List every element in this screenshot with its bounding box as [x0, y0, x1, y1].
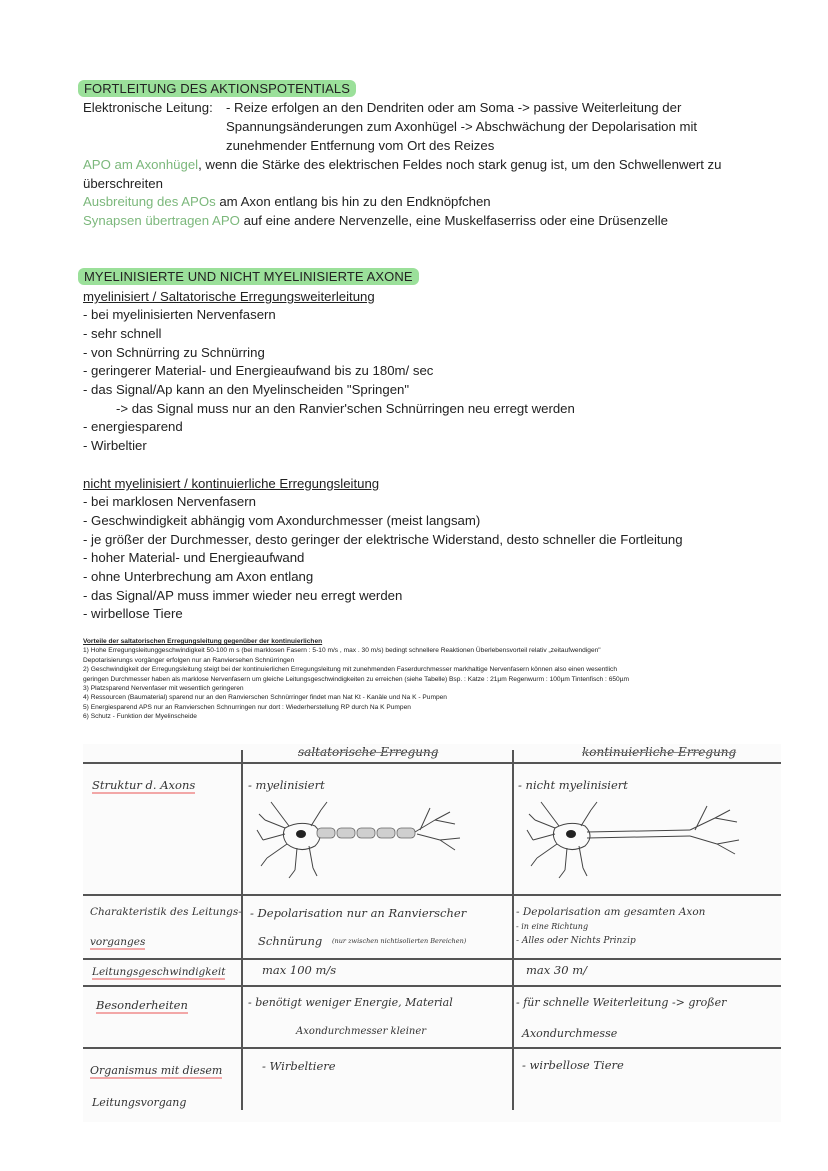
cell-max-100: max 100 m/s — [262, 963, 337, 977]
section-title-fortleitung: FORTLEITUNG DES AKTIONSPOTENTIALS — [78, 80, 356, 97]
list-item: - ohne Unterbrechung am Axon entlang — [83, 569, 314, 584]
advantage-line: 5) Energiesparend APS nur an Ranvierschen Schnurringen nur dort : Wiederherstellung RP durch Na K Pumpen — [83, 703, 411, 711]
cell-axondurchmesser-kleiner: Axondurchmesser kleiner — [296, 1026, 427, 1037]
advantage-line: 1) Hohe Erregungsleitunggeschwindigkeit 50-100 m s (bei marklosen Fasern : 5-10 m/s , max . 30 m/s) bedingt schnellere Reaktionen Überlebensvorteil relativ „zeitaufwendigen" — [83, 647, 601, 655]
list-item: - das Signal/AP muss immer wieder neu erregt werden — [83, 588, 403, 603]
table-line — [83, 762, 781, 764]
advantages-title: Vorteile der saltatorischen Erregungsleitung gegenüber der kontinuierlichen — [83, 638, 323, 645]
green-term: Synapsen übertragen APO — [83, 213, 240, 228]
row-label-struktur: Struktur d. Axons — [92, 778, 196, 792]
table-header-saltatorisch: saltatorische Erregung — [298, 745, 439, 759]
list-item: - hoher Material- und Energieaufwand — [83, 550, 305, 565]
paragraph-apo: APO am Axonhügel, wenn die Stärke des elektrischen Feldes noch stark genug ist, um den Schwellenwert zu — [83, 157, 722, 172]
list-item: - sehr schnell — [83, 326, 162, 341]
list-item: - von Schnürring zu Schnürring — [83, 345, 265, 360]
advantage-line: 2) Geschwindigkeit der Erregungsleitung steigt bei der kontinuierlichen Erregungsleitung mit zunehmenden Faserdurchmesser markhaltige Nervenfasern können also einen wesentlich — [83, 666, 618, 674]
lead-label: Elektronische Leitung: — [83, 100, 213, 115]
row-label-organismus: Organismus mit diesem — [90, 1064, 223, 1077]
paragraph-apo-cont: überschreiten — [83, 176, 163, 191]
row-label-besonderheiten: Besonderheiten — [96, 998, 188, 1012]
cell-eine-richtung: - in eine Richtung — [516, 922, 589, 931]
advantage-line: Depotarisierungs vorgänger erfolgen nur an Ranviersehen Schnürringen — [83, 656, 295, 664]
lead-line-2: Spannungsänderungen zum Axonhügel -> Abschwächung der Depolarisation mit — [226, 119, 698, 134]
row-label-charakteristik-2: vorganges — [90, 936, 146, 948]
list-item: - bei myelinisierten Nervenfasern — [83, 307, 276, 322]
green-term: APO am Axonhügel — [83, 157, 199, 172]
cell-weniger-energie: - benötigt weniger Energie, Material — [248, 996, 453, 1009]
advantage-line: geringen Durchmesser haben als marklose Nervenfasern um gleiche Leitungsgeschwindigkeiten zu erreichen (siehe Tabelle) Bsp. : Katze : 21µm Regenwurm : 100µm Tintenfisch : 650µm — [83, 675, 630, 683]
table-line — [241, 750, 243, 1110]
subheading-myelinisiert: myelinisiert / Saltatorische Erregungsweiterleitung — [83, 289, 375, 304]
row-label-organismus-2: Leitungsvorgang — [92, 1096, 187, 1109]
table-line — [83, 894, 781, 896]
list-item: - Wirbeltier — [83, 438, 147, 453]
advantage-line: 3) Platzsparend Nervenfaser mit wesentlich geringeren — [83, 685, 244, 693]
cell-schnelle-weiterleitung: - für schnelle Weiterleitung -> großer — [516, 996, 727, 1009]
cell-alles-oder-nichts: - Alles oder Nichts Prinzip — [516, 936, 636, 946]
list-item: - je größer der Durchmesser, desto geringer der elektrische Widerstand, desto schneller die Fortleitung — [83, 532, 683, 547]
section-title-axone: MYELINISIERTE UND NICHT MYELINISIERTE AXONE — [78, 268, 419, 285]
advantages-block — [83, 637, 629, 722]
list-item: - energiesparend — [83, 419, 183, 434]
list-item: - bei marklosen Nervenfasern — [83, 494, 256, 509]
cell-schnuerung-note: (nur zwischen nichtisolierten Bereichen) — [332, 937, 467, 945]
cell-wirbellose-tiere: - wirbellose Tiere — [522, 1058, 624, 1072]
lead-line-1: - Reize erfolgen an den Dendriten oder am Soma -> passive Weiterleitung der — [226, 100, 682, 115]
unmyelinated-neuron-sketch — [525, 800, 765, 880]
table-line — [83, 958, 781, 960]
cell-axondurchmesse: Axondurchmesse — [522, 1027, 618, 1040]
cell-nicht-myelinisiert: - nicht myelinisiert — [518, 778, 628, 792]
table-line — [512, 750, 514, 1110]
table-line — [83, 1047, 781, 1049]
list-item: - geringerer Material- und Energieaufwand bis zu 180m/ sec — [83, 363, 434, 378]
table-header-kontinuierlich: kontinuierliche Erregung — [582, 745, 737, 759]
cell-max-30: max 30 m/ — [526, 963, 587, 977]
cell-depolarisation-gesamt: - Depolarisation am gesamten Axon — [516, 906, 706, 918]
cell-myelinisiert: - myelinisiert — [248, 778, 325, 792]
green-term: Ausbreitung des APOs — [83, 194, 216, 209]
list-item-indent: -> das Signal muss nur an den Ranvier'schen Schnürringen neu erregt werden — [116, 401, 575, 416]
cell-depolarisation-ranvier: - Depolarisation nur an Ranvierscher — [250, 906, 467, 920]
cell-wirbeltiere: - Wirbeltiere — [262, 1059, 336, 1073]
advantage-line: 6) Schutz - Funktion der Myelinscheide — [83, 713, 197, 721]
advantage-line: 4) Ressourcen (Baumaterial) sparend nur an den Ranvierschen Schnürringer findet man Nat Kt - Kanäle und Na K - Pumpen — [83, 694, 447, 702]
paragraph-ausbreitung: Ausbreitung des APOs am Axon entlang bis hin zu den Endknöpfchen — [83, 194, 491, 209]
row-label-charakteristik: Charakteristik des Leitungs- — [90, 906, 242, 918]
list-item: - das Signal/Ap kann an den Myelinscheiden "Springen" — [83, 382, 410, 397]
myelinated-neuron-sketch — [255, 800, 475, 880]
list-item: - Geschwindigkeit abhängig vom Axondurchmesser (meist langsam) — [83, 513, 481, 528]
subheading-nicht-myelinisiert: nicht myelinisiert / kontinuierliche Erregungsleitung — [83, 476, 380, 491]
cell-schnuerung: Schnürung — [258, 934, 323, 948]
list-item: - wirbellose Tiere — [83, 606, 183, 621]
lead-line-3: zunehmender Entfernung vom Ort des Reizes — [226, 138, 495, 153]
table-line — [83, 985, 781, 987]
paragraph-synapsen: Synapsen übertragen APO auf eine andere Nervenzelle, eine Muskelfaserriss oder eine Drüsenzelle — [83, 213, 668, 228]
row-label-geschwindigkeit: Leitungsgeschwindigkeit — [92, 966, 226, 978]
